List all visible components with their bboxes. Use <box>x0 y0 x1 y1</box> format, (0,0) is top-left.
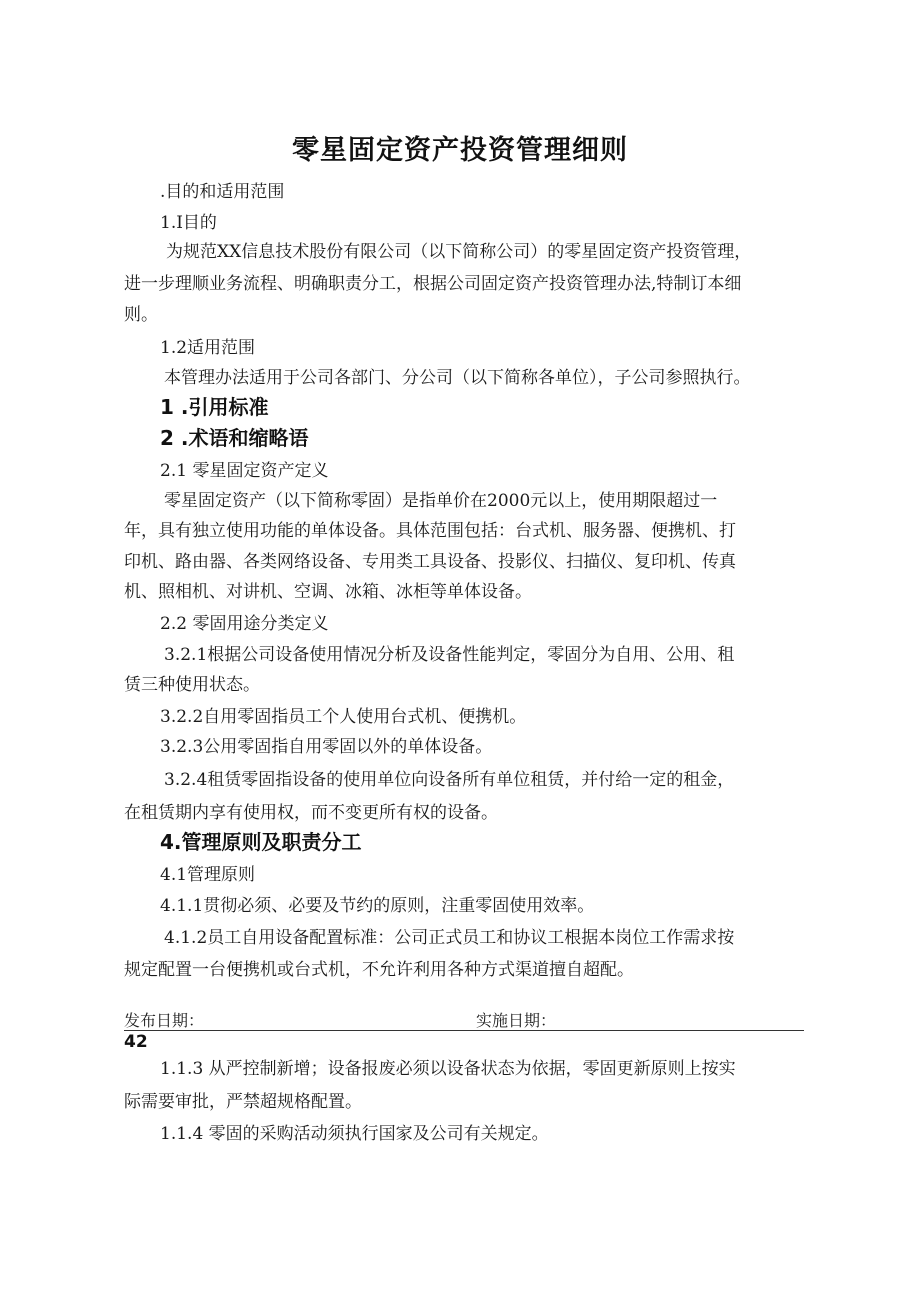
publish-date-label: 发布日期： <box>124 1011 205 1030</box>
paragraph-line: 际需要审批，严禁超规格配置。 <box>124 1092 362 1112</box>
document-title: 零星固定资产投资管理细则 <box>292 135 628 166</box>
section-heading-references: 1 .引用标准 <box>160 395 269 419</box>
paragraph-line: 印机、路由器、各类网络设备、专用类工具设备、投影仪、扫描仪、复印机、传真 <box>124 552 736 572</box>
page-footer <box>124 1008 804 1031</box>
subsection-heading-scope: 1.2适用范围 <box>160 338 256 358</box>
paragraph-line: 3.2.2自用零固指员工个人使用台式机、便携机。 <box>160 707 527 727</box>
section-heading-purpose-scope: .目的和适用范围 <box>160 182 285 202</box>
paragraph-line: 在租赁期内享有使用权，而不变更所有权的设备。 <box>124 803 498 823</box>
paragraph-line: 赁三种使用状态。 <box>124 675 260 695</box>
implement-date-label: 实施日期： <box>476 1011 557 1030</box>
subsection-heading-classification: 2.2 零固用途分类定义 <box>160 614 329 634</box>
paragraph-line: 1.1.3 从严控制新增；设备报废必须以设备状态为依据，零固更新原则上按实 <box>160 1059 736 1079</box>
paragraph-line: 规定配置一台便携机或台式机，不允许利用各种方式渠道擅自超配。 <box>124 960 634 980</box>
paragraph-line: 1.1.4 零固的采购活动须执行国家及公司有关规定。 <box>160 1124 549 1144</box>
section-heading-terms: 2 .术语和缩略语 <box>160 426 309 450</box>
paragraph-line: 则。 <box>124 305 158 325</box>
paragraph-line: 机、照相机、对讲机、空调、冰箱、冰柜等单体设备。 <box>124 582 532 602</box>
paragraph-line: 零星固定资产（以下简称零固）是指单价在2000元以上，使用期限超过一 <box>164 491 718 511</box>
paragraph-line: 3.2.1根据公司设备使用情况分析及设备性能判定，零固分为自用、公用、租 <box>164 645 735 665</box>
section-heading-principles: 4.管理原则及职责分工 <box>160 830 362 854</box>
paragraph-line: 4.1.1贯彻必须、必要及节约的原则，注重零固使用效率。 <box>160 896 595 916</box>
paragraph-line: 3.2.4租赁零固指设备的使用单位向设备所有单位租赁，并付给一定的租金， <box>164 770 735 790</box>
subsection-heading-purpose: 1.I目的 <box>160 213 217 233</box>
paragraph-line: 本管理办法适用于公司各部门、分公司（以下简称各单位），子公司参照执行。 <box>164 368 751 388</box>
paragraph-line: 为规范XX信息技术股份有限公司（以下简称公司）的零星固定资产投资管理， <box>166 242 752 262</box>
subsection-heading-definition: 2.1 零星固定资产定义 <box>160 461 329 481</box>
paragraph-line: 年，具有独立使用功能的单体设备。具体范围包括：台式机、服务器、便携机、打 <box>124 521 736 541</box>
page-number: 42 <box>124 1032 148 1052</box>
subsection-heading-principles: 4.1管理原则 <box>160 865 256 885</box>
paragraph-line: 进一步理顺业务流程、明确职责分工，根据公司固定资产投资管理办法,特制订本细 <box>124 274 742 294</box>
paragraph-line: 4.1.2员工自用设备配置标准：公司正式员工和协议工根据本岗位工作需求按 <box>164 928 735 948</box>
paragraph-line: 3.2.3公用零固指自用零固以外的单体设备。 <box>160 737 493 757</box>
